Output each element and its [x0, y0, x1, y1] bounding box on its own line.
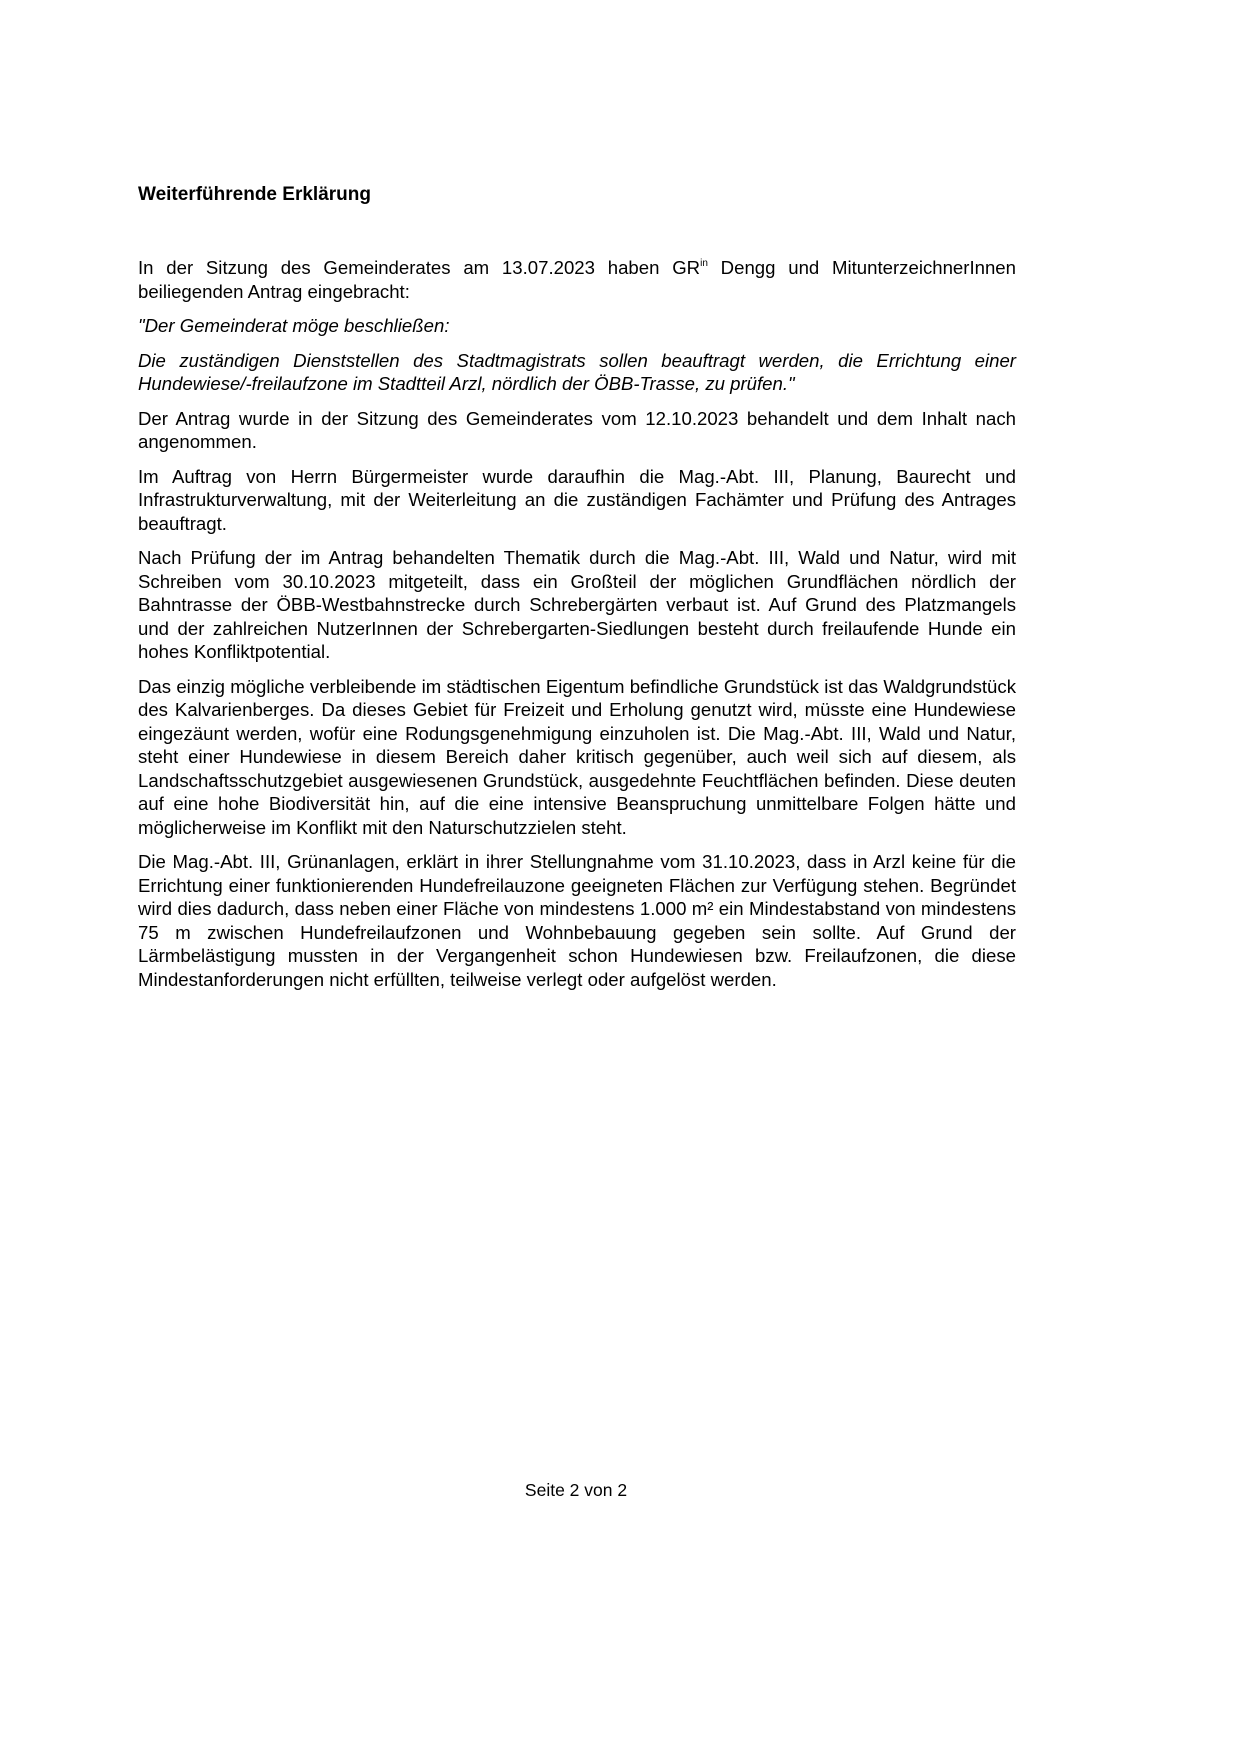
quote-body: Die zuständigen Dienststellen des Stadtmagistrats sollen beauftragt werden, die Errichtung einer Hundewiese/-freilaufzone im Stadtteil Arzl, nördlich der ÖBB-Trasse, zu prüfen." — [138, 349, 1016, 394]
paragraph-decision: Der Antrag wurde in der Sitzung des Gemeinderates vom 12.10.2023 behandelt und dem Inhalt nach angenommen. — [138, 407, 1016, 452]
gender-superscript: in — [700, 258, 708, 269]
paragraph-assignment: Im Auftrag von Herrn Bürgermeister wurde daraufhin die Mag.-Abt. III, Planung, Baurecht und Infrastrukturverwaltung, mit der Weiterleitung an die zuständigen Fachämter und Prüfung des Antrages beauftragt. — [138, 465, 1016, 534]
section-heading: Weiterführende Erklärung — [138, 184, 371, 205]
paragraph-kalvarienberg: Das einzig mögliche verbleibende im städtischen Eigentum befindliche Grundstück ist das Waldgrundstück des Kalvarienberges. Da dieses Gebiet für Freizeit und Erholung genutzt wird, müsste eine Hundewiese eingezäunt werden, wofür eine Rodungsgenehmigung einzuholen ist. Die Mag.-Abt. III, Wald und Natur, steht einer Hundewiese in diesem Bereich daher kritisch gegenüber, auch weil sich auf diesem, als Landschaftsschutzgebiet ausgewiesenen Grundstück, ausgedehnte Feuchtflächen befinden. Diese deuten auf eine hohe Biodiversität hin, auf die eine intensive Beanspruchung unmittelbare Folgen hätte und möglicherweise im Konflikt mit den Naturschutzzielen steht. — [138, 675, 1016, 838]
paragraph-motion-intro — [138, 256, 1016, 303]
paragraph-green-spaces: Die Mag.-Abt. III, Grünanlagen, erklärt in ihrer Stellungnahme vom 31.10.2023, dass in Arzl keine für die Errichtung einer funktionierenden Hundefreilauzone geeigneten Flächen zur Verfügung stehen. Begründet wird dies dadurch, dass neben einer Fläche von mindestens 1.000 m² ein Mindestabstand von mindestens 75 m zwischen Hundefreilaufzonen und Wohnbebauung gegeben sein sollte. Auf Grund der Lärmbelästigung mussten in der Vergangenheit schon Hundewiesen bzw. Freilaufzonen, die diese Mindestanforderungen nicht erfüllten, teilweise verlegt oder aufgelöst werden. — [138, 851, 1016, 990]
document-body — [138, 180, 1016, 1002]
motion-intro-text-start: In der Sitzung des Gemeinderates am 13.07.2023 haben GR — [138, 257, 701, 278]
page-number: Seite 2 von 2 — [524, 1480, 628, 1500]
quote-intro: "Der Gemeinderat möge beschließen: — [138, 315, 450, 336]
paragraph-forest-review: Nach Prüfung der im Antrag behandelten Thematik durch die Mag.-Abt. III, Wald und Natur, wird mit Schreiben vom 30.10.2023 mitgeteilt, dass ein Großteil der möglichen Grundflächen nördlich der Bahntrasse der ÖBB-Westbahnstrecke durch Schrebergärten verbaut ist. Auf Grund des Platzmangels und der zahlreichen NutzerInnen der Schrebergarten-Siedlungen besteht durch freilaufende Hunde ein hohes Konfliktpotential. — [138, 547, 1016, 662]
motion-intro-text-end: Dengg und MitunterzeichnerInnen beiliegenden Antrag eingebracht: — [138, 257, 1016, 302]
